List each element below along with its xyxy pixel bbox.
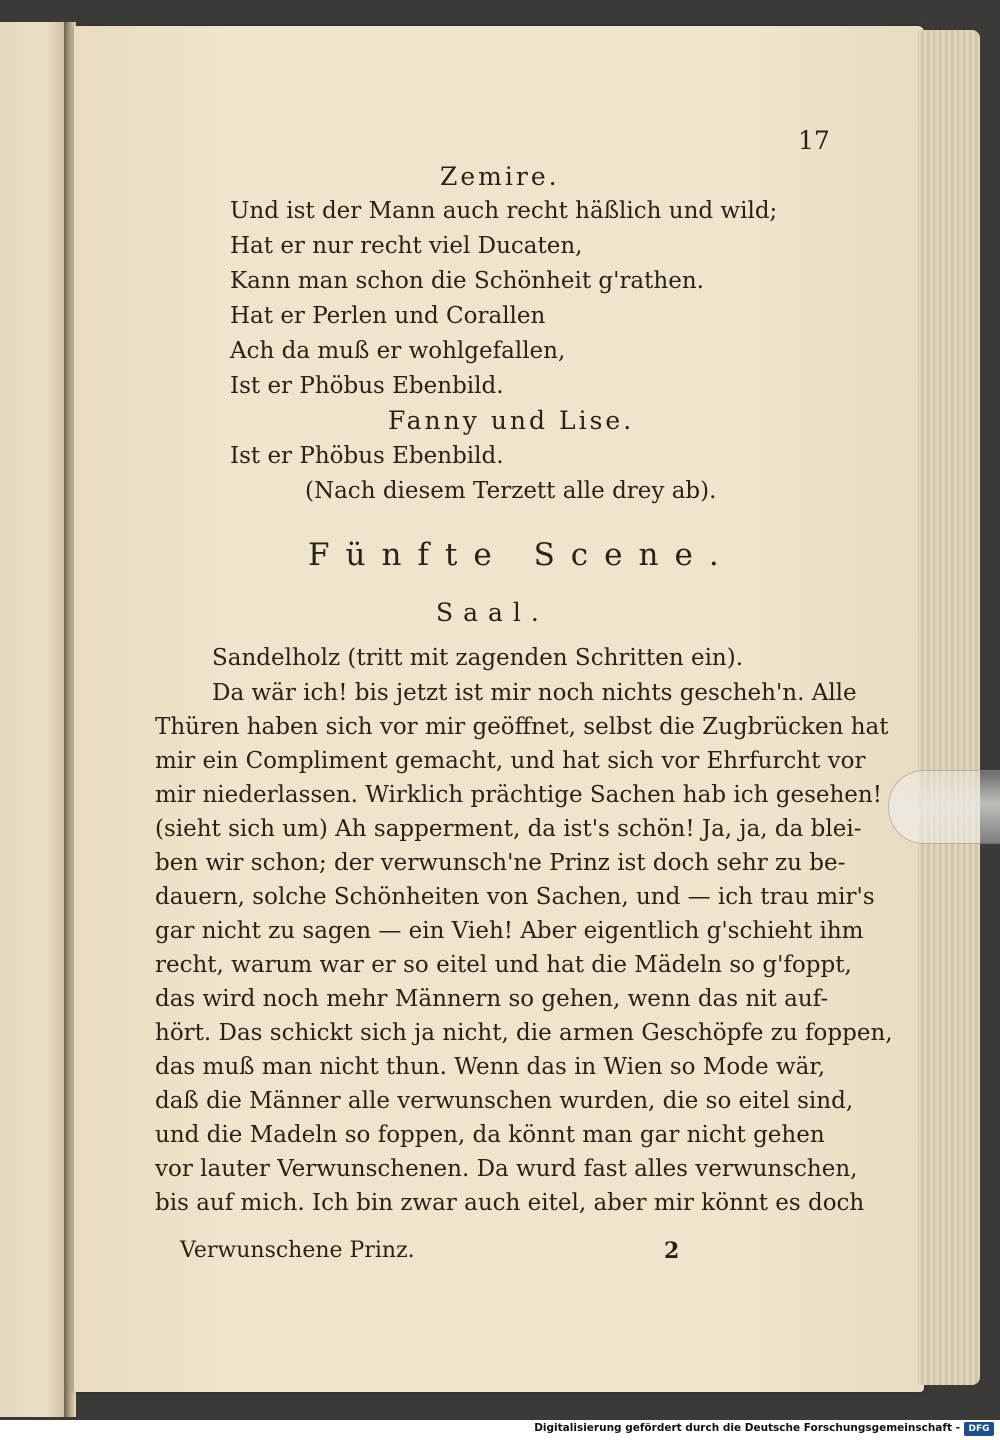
speaker-zemire: Zemire. (440, 162, 560, 191)
scene-title: Fünfte Scene. (308, 537, 735, 573)
prose-line: hört. Das schickt sich ja nicht, die armen Geschöpfe zu foppen, (155, 1020, 893, 1046)
signature-mark: 2 (664, 1238, 680, 1264)
verse-line: Ist er Phöbus Ebenbild. (230, 373, 504, 399)
prose-line: dauern, solche Schönheiten von Sachen, und — ich trau mir's (155, 884, 875, 910)
prose-line: gar nicht zu sagen — ein Vieh! Aber eigentlich g'schieht ihm (155, 918, 864, 944)
verse-line: Ach da muß er wohlgefallen, (230, 338, 566, 364)
prose-line: recht, warum war er so eitel und hat die Mädeln so g'foppt, (155, 952, 852, 978)
prose-line: ben wir schon; der verwunsch'ne Prinz ist doch sehr zu be- (155, 850, 846, 876)
verse-line: Hat er Perlen und Corallen (230, 303, 546, 329)
page-holder-glass (888, 770, 1000, 844)
verse-line: Hat er nur recht viel Ducaten, (230, 233, 583, 259)
speaker-fanny-lise: Fanny und Lise. (388, 406, 635, 435)
prose-line: daß die Männer alle verwunschen wurden, die so eitel sind, (155, 1088, 854, 1114)
prose-line: und die Madeln so foppen, da könnt man gar nicht gehen (155, 1122, 825, 1148)
prose-line: das muß man nicht thun. Wenn das in Wien so Mode wär, (155, 1054, 826, 1080)
verse-line: Kann man schon die Schönheit g'rathen. (230, 268, 704, 294)
prose-line: mir ein Compliment gemacht, und hat sich vor Ehrfurcht vor (155, 748, 866, 774)
prose-line: vor lauter Verwunschenen. Da wurd fast alles verwunschen, (155, 1156, 858, 1182)
prose-line: mir niederlassen. Wirklich prächtige Sachen hab ich gesehen! (155, 782, 882, 808)
prose-line: das wird noch mehr Männern so gehen, wenn das nit auf- (155, 986, 829, 1012)
verse-line: Und ist der Mann auch recht häßlich und wild; (230, 198, 778, 224)
dfg-logo-icon: DFG (964, 1422, 994, 1436)
prose-line: (sieht sich um) Ah sapperment, da ist's schön! Ja, ja, da blei- (155, 816, 862, 842)
stage-direction: (Nach diesem Terzett alle drey ab). (305, 478, 717, 504)
prose-line: Thüren haben sich vor mir geöffnet, selbst die Zugbrücken hat (155, 714, 889, 740)
page-number: 17 (798, 126, 830, 155)
previous-page-edge (0, 22, 68, 1417)
credit-text: Digitalisierung gefördert durch die Deutsche Forschungsgemeinschaft - (534, 1422, 960, 1434)
book-page (74, 26, 924, 1392)
credit-bar (0, 1420, 1000, 1440)
entrance-direction: Sandelholz (tritt mit zagenden Schritten ein). (212, 645, 744, 671)
prose-line: Da wär ich! bis jetzt ist mir noch nichts gescheh'n. Alle (212, 680, 857, 706)
verse-line: Ist er Phöbus Ebenbild. (230, 443, 504, 469)
signature-title: Verwunschene Prinz. (180, 1238, 415, 1263)
page-edges (918, 30, 980, 1385)
scene-location: Saal. (436, 598, 549, 627)
prose-line: bis auf mich. Ich bin zwar auch eitel, aber mir könnt es doch (155, 1190, 865, 1216)
